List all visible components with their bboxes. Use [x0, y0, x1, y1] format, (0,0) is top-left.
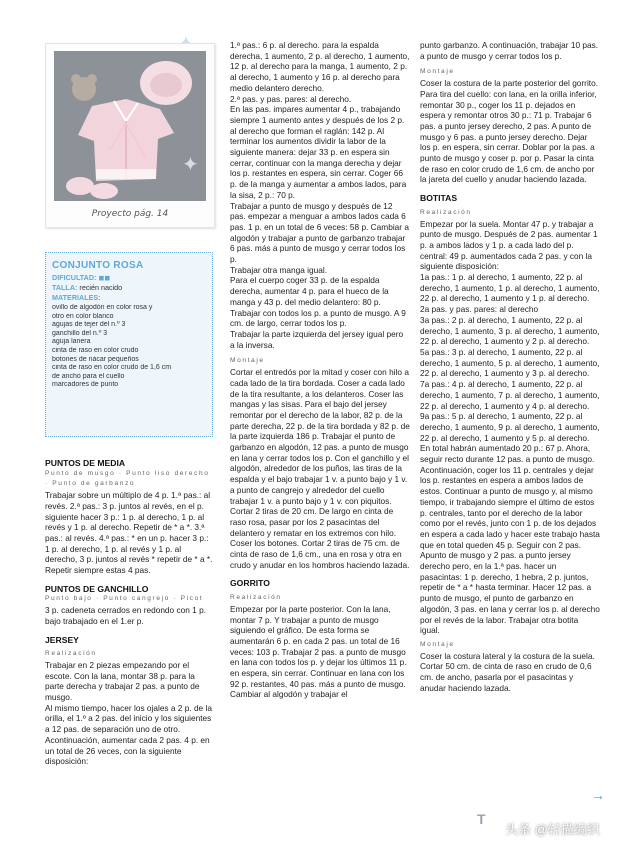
material-item: cinta de raso en color crudo de 1,6 cm	[52, 364, 172, 372]
paragraph: Cortar el entredós por la mitad y coser con hilo a cada lado de la tira bordada. Coser a cada lado de la tira resultante, a los delanteros. Coser las mangas y las sisas. Para el bajo del jersey remontar por el derecho de la labor, 82 p. de la parte derecha, 22 p. de la tira bordada y 82 p. de la parte izquierda 186 p. Trabajar el punto de garbanzo en algodón, 12 pas. a punto de musgo en lana y cerrar todos los p. Con el ganchillo y el algodón, alrededor de los puños, las tiras de la espalda y el bajo trabajar 1 v. a punto bajo y 1 v. a punto de cangrejo y alrededor del cuello trabajar 1 v. a punto bajo y 1 v. con piquitos. Cortar 2 tiras de 20 cm. De largo en cinta de raso rosa, pasar por los 2 pasacintas del delantero y rematar en los extremos con hilo. Coser los botones. Cortar 2 tiras de 75 cm. de cinta de raso de 1,6 cm., una en rosa y otra en crudo y anudar en los hombros haciendo lazada.	[230, 367, 410, 570]
paragraph: Al mismo tiempo, hacer los ojales a 2 p. de la orilla, el 1.º a 2 pas. del inicio y los siguientes a 12 pas. de separación uno de otro. Acontinuación, aumentar cada 2 pas. 4 p. en un total de 26 veces, con la siguiente disposición:	[45, 702, 212, 767]
paragraph: 1a pas.: 1 p. al derecho, 1 aumento, 22 p. al derecho, 1 aumento, 1 p. al derecho, 1 aumento, 22 p. al derecho, 1 aumento y 1 p. al derecho.	[420, 272, 600, 304]
material-item: marcadores de punto	[52, 381, 119, 389]
materials-list	[52, 304, 208, 390]
materials-box	[45, 252, 213, 437]
section-heading: PUNTOS DE MEDIA	[45, 458, 126, 468]
paragraph: Para el cuerpo coger 33 p. de la espalda derecha, aumentar 4 p. para el hueco de la manga y 43 p. del medio delantero: 80 p. Trabajar con todos los p. a punto de musgo. A 9 cm. de largo, cerrar todos los p.	[230, 275, 406, 329]
paragraph: Coser la costura lateral y la costura de la suela. Cortar 50 cm. de cinta de raso en crudo de 0,6 cm. de ancho, pasarla por el pasacintas y anudar haciendo lazada.	[420, 650, 595, 693]
paragraph: Coser la costura de la parte posterior del gorrito. Para tira del cuello: con lana, en la orilla inferior, remontar 30 p., coger los 11 p. dejados en espera y remontar otros 30 p.: 71 p. Trabajar 6 pas. a punto jersey derecho, 2 pas. A punto de musgo y 6 pas. a punto jersey derecho. Dejar los p. en espera, sin cerrar. Doblar por la pas. a punto de musgo y coser p. por p. Pasar la cinta de raso en color crudo de 1,6 cm. de ancho por la jareta del cuello y anudar haciendo lazada.	[420, 78, 599, 185]
paragraph: Repetir siempre estas 4 pas.	[45, 565, 151, 576]
material-item: cinta de raso en color crudo	[52, 346, 139, 354]
section-sub: Realización	[230, 594, 282, 602]
paragraph: 3a pas.: 2 p. al derecho, 1 aumento, 22 p. al derecho, 1 aumento, 3 p. al derecho, 1 aumento, 22 p. al derecho, 1 aumento y 2 p. al derecho.	[420, 314, 600, 347]
watermark: 头条 @轻描编织	[505, 822, 600, 837]
paragraph: En las pas. impares aumentar 4 p., trabajando siempre 1 aumento antes y después de los 2 p. al derecho que forman el raglán: 142 p. Al terminar los aumentos dividir la labor de la siguiente manera: dejar 33 p. en espera sin cerrar, continuar con la manga derecha y dejar los p. restantes en espera, sin cerrar. Coger 66 p. de la manga y aumentar a ambos lados, para la sisa, 2 p.: 70 p.	[230, 104, 407, 200]
paragraph: Trabajar en 2 piezas empezando por el escote. Con la lana, montar 38 p. para la parte derecha y trabajar 2 pas. a punto de musgo.	[45, 659, 200, 703]
box-title: CONJUNTO ROSA	[52, 260, 144, 271]
baby-set-illustration	[54, 51, 206, 201]
material-item: de ancho para el cuello	[52, 372, 125, 380]
paragraph: Trabajar a punto de musgo y después de 12 pas. empezar a menguar a ambos lados cada 6 pas. 1 p. en un total de 6 veces: 58 p. Cambiar a algodón y trabajar a punto de garbanzo trabajar 6 pas. más a punto de musgo y cerrar todos los p.	[230, 200, 409, 265]
section-sub: Punto de musgo · Punto liso derecho · Punto de garbanzo	[45, 469, 210, 488]
magazine-logo: T	[477, 811, 486, 827]
paragraph: 5a pas.: 3 p. al derecho, 1 aumento, 22 p. al derecho, 1 aumento, 5 p. al derecho, 1 aumento, 22 p. al derecho, 1 aumento y 3 p. al derecho.	[420, 346, 600, 379]
difficulty-icon: ◼◼	[98, 273, 111, 282]
section-sub: Montaje	[420, 68, 455, 76]
paragraph: 1.ª pas.: 6 p. al derecho. para la espalda derecha, 1 aumento, 2 p. al derecho, 1 aumento, 12 p. al derecho para la manga, 1 aumento, 2 p. al derecho, 1 aumento y 16 p. al derecho para medio delantero derecho.	[230, 40, 410, 93]
section-sub: Montaje	[230, 357, 265, 365]
section-heading: GORRITO	[230, 578, 270, 589]
section-sub: Montaje	[420, 640, 455, 648]
paragraph: 2a pas. y pas. pares: al derecho	[420, 304, 539, 315]
section-sub: Realización	[420, 208, 472, 216]
column-1	[45, 455, 213, 767]
photo-caption: Proyecto pág. 14	[91, 209, 169, 219]
material-item: botones de nácar pequeños	[52, 355, 139, 363]
section-heading: PUNTOS DE GANCHILLO	[45, 583, 149, 594]
paragraph: 3 p. cadeneta cerrados en redondo con 1 p. bajo trabajado en el 1.er p.	[45, 605, 206, 626]
next-page-arrow-icon[interactable]: →	[591, 787, 605, 803]
section-heading: BOTITAS	[420, 193, 458, 204]
svg-text:✦: ✦	[182, 154, 199, 176]
paragraph: punto garbanzo. A continuación, trabajar 10 pas. a punto de musgo y cerrar todos los p.	[420, 40, 599, 61]
paragraph: Trabajar sobre un múltiplo de 4 p. 1.ª pas.: al revés. 2.ª pas.: 3 p. juntos al revés, en el p. siguiente hacer 3 p.: 1 p. al derecho, 1 p. al revés y 1 p. al derecho. Repetir de * a *. 3.ª pas.: al revés. 4.ª pas.: * en un p. hacer 3 p.: 1 p. al derecho, 1 p. al revés y 1 p. al derecho, 3 p. juntos al revés * repetir de * a *.	[45, 490, 213, 565]
paragraph: Trabajar la parte izquierda del jersey igual pero a la inversa.	[230, 328, 404, 350]
difficulty-label: DIFICULTAD:	[52, 273, 97, 282]
section-sub: Punto bajo · Punto cangrejo · Picot	[45, 595, 204, 603]
project-photo	[54, 51, 206, 201]
section-sub: Realización	[45, 650, 97, 658]
materials-label: MATERIALES:	[52, 293, 101, 302]
paragraph: 9a pas.: 5 p. al derecho, 1 aumento, 22 p. al derecho, 1 aumento, 9 p. al derecho, 1 aumento, 22 p. al derecho, 1 aumento y 5 p. al derecho.	[420, 411, 600, 443]
paragraph: 2.ª pas. y pas. pares: al derecho.	[230, 93, 352, 104]
project-photo-frame	[45, 43, 215, 228]
material-item: ovillo de algodón en color rosa y	[52, 304, 153, 311]
size-value: recién nacido	[79, 283, 123, 292]
paragraph: Empezar por la parte posterior. Con la lana, montar 7 p. Y trabajar a punto de musgo siguiendo el gráfico. De esta forma se aumentarán 6 p. en cada 2 pas. un total de 16 veces: 103 p. Trabajar 2 pas. a punto de musgo en lana con todos los p. y dejar los últimos 11 p. en espera, sin cerrar. Continuar en lana con los 92 p. restantes, 40 pas. más a punto de musgo. Cambiar al algodón y trabajar el	[230, 603, 407, 700]
paragraph: En total habrán aumentado 20 p.: 67 p. Ahora, seguir recto durante 12 pas. a punto de musgo. Acontinuación, coger los 11 p. centrales y dejar los p. restantes en espera a ambos lados de estos. Continuar a punto de musgo y, al mismo tiempo, ir trabajando siempre el último de estos p. centrales, tanto por el derecho de la labor como por el revés, junto con 1 p. de los dejados en espera a cada lado y hacer este trabajo hasta que en total queden 45 p. Seguir con 2 pas. Apunto de musgo y 2 pas. a punto jersey derecho pero, en la 1.ª pas. hacer un pasacintas: 1 p. derecho, 1 hebra, 2 p. juntos, repetir de * a * hasta terminar. Hacer 12 pas. a punto de musgo, el punto de garbanzo en algodón, 3 pas. en lana y cerrar los p. al derecho por el revés de la labor. Trabajar otra botita igual.	[420, 443, 600, 636]
paragraph: Empezar por la suela. Montar 47 p. y trabajar a punto de musgo. Después de 2 pas. aumentar 1 p. a ambos lados y 1 p. a cada lado del p. central: 49 p. aumentados cada 2 pas. y con la siguiente disposición:	[420, 218, 598, 272]
size-label: TALLA:	[52, 283, 78, 292]
material-item: aguja lanera	[52, 338, 91, 346]
paragraph: Trabajar otra manga igual.	[230, 264, 328, 275]
section-heading: JERSEY	[45, 634, 79, 645]
material-item: ganchillo del n.º 3	[52, 329, 108, 337]
difficulty-row	[52, 274, 208, 283]
material-item: otro en color blanco	[52, 312, 114, 320]
column-2	[230, 40, 410, 700]
column-3	[420, 40, 600, 693]
size-row	[52, 284, 208, 293]
paragraph: 7a pas.: 4 p. al derecho, 1 aumento, 22 p. al derecho, 1 aumento, 7 p. al derecho, 1 aumento, 22 p. al derecho, 1 aumento y 4 p. al derecho.	[420, 379, 600, 411]
materials-row	[52, 294, 208, 303]
material-item: agujas de tejer del n.º 3	[52, 321, 126, 329]
